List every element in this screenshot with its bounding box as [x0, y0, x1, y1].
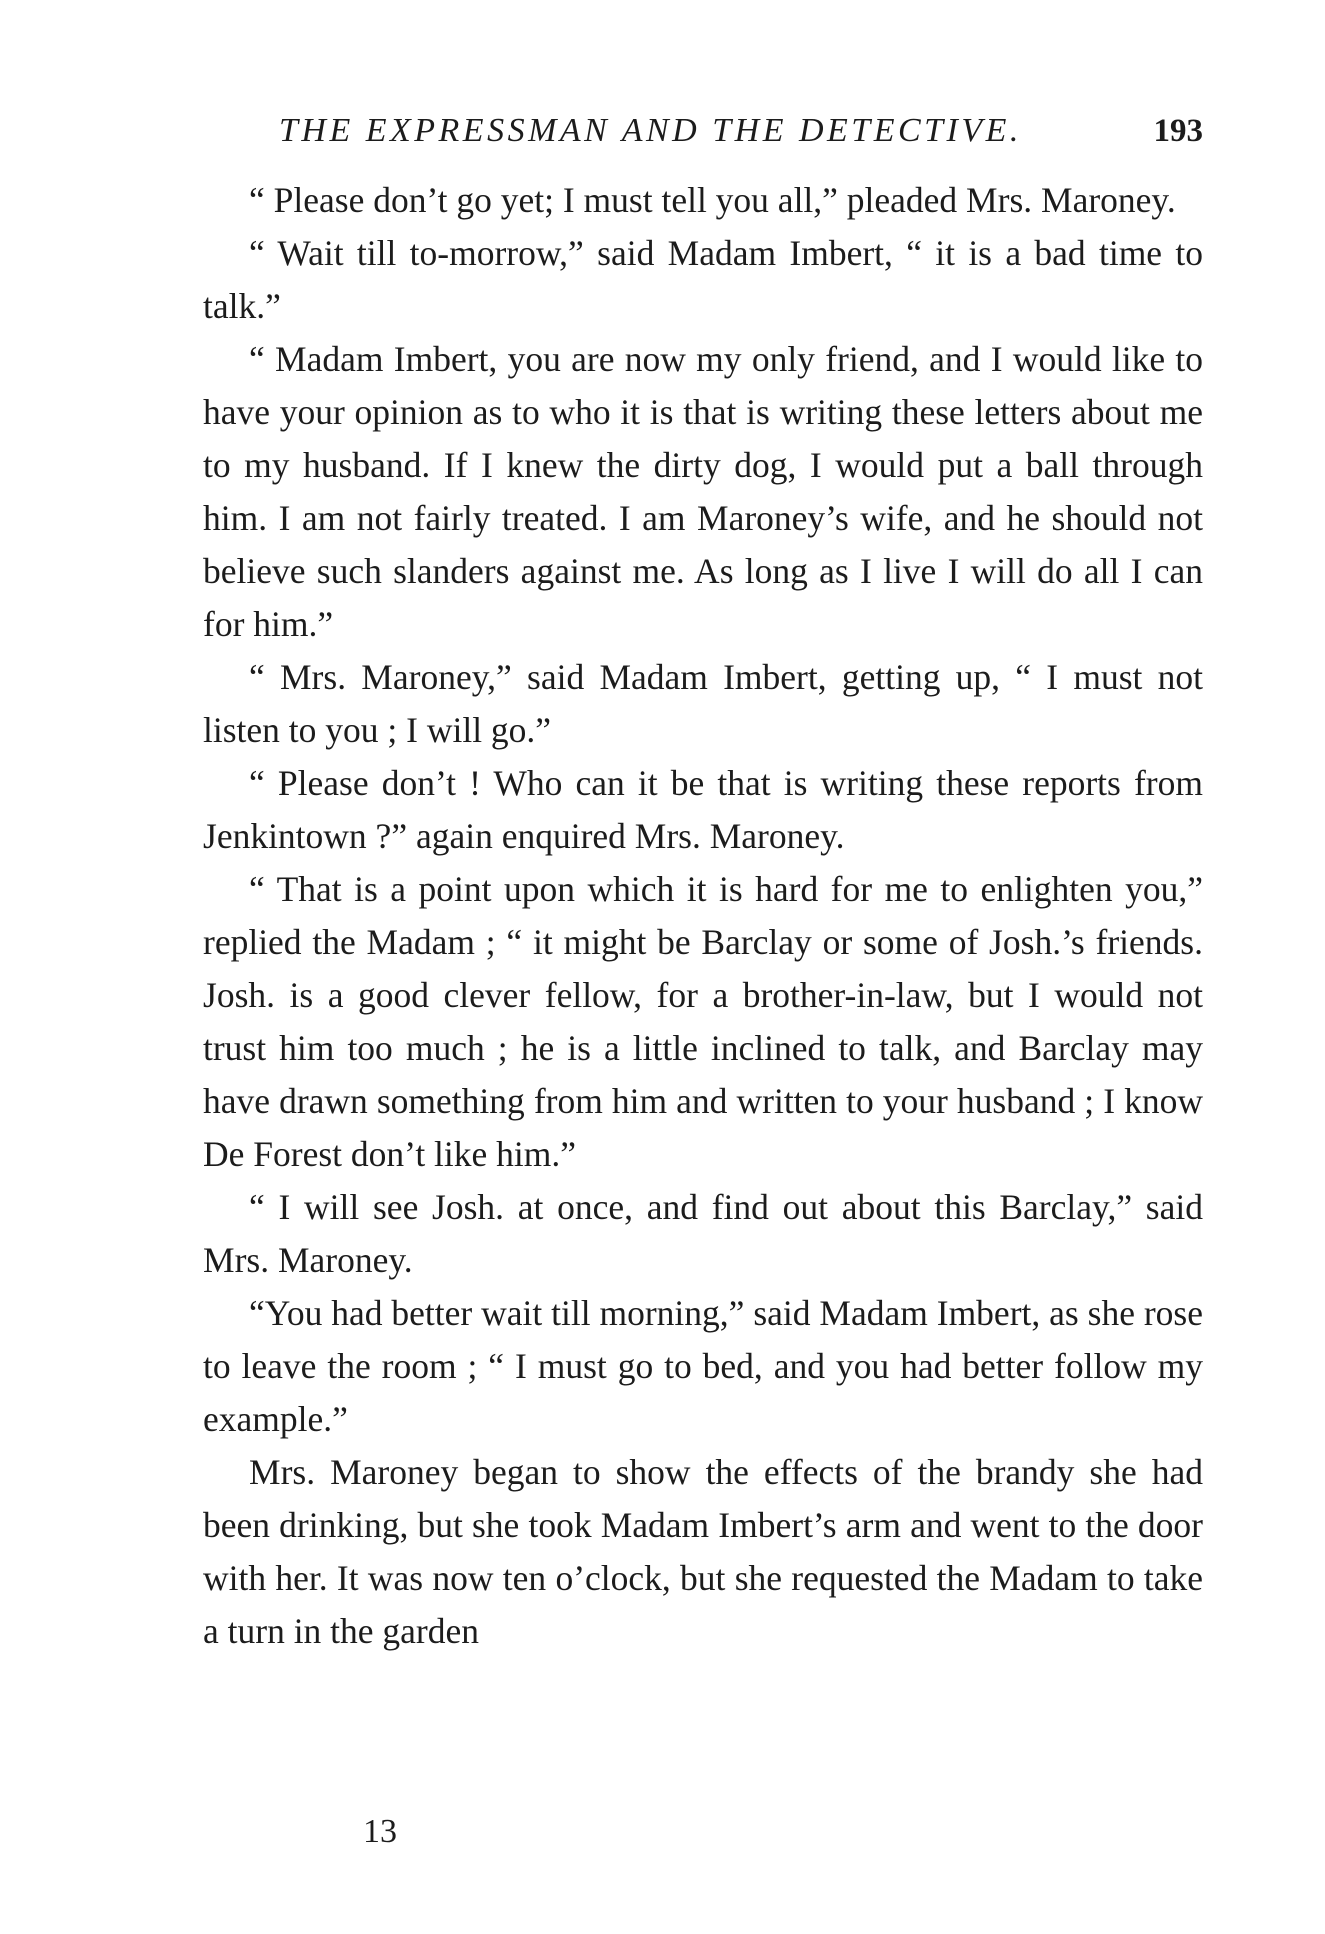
- book-page: [203, 100, 1203, 1658]
- paragraph: “ Please don’t ! Who can it be that is writing these reports from Jenkintown ?” again enquired Mrs. Maroney.: [203, 763, 1203, 856]
- signature-mark: 13: [363, 1813, 397, 1850]
- paragraph: “ I will see Josh. at once, and find out about this Barclay,” said Mrs. Maroney.: [203, 1187, 1203, 1280]
- paragraph: “ Wait till to-morrow,” said Madam Imbert, “ it is a bad time to talk.”: [203, 233, 1203, 326]
- paragraph: “ That is a point upon which it is hard for me to enlighten you,” replied the Madam ; “ it might be Barclay or some of Josh.’s friends. Josh. is a good clever fellow, for a brother-in-law, but I would not trust him too much ; he is a little inclined to talk, and Barclay may have drawn something from him and written to your husband ; I know De Forest don’t like him.”: [203, 869, 1203, 1174]
- paragraph: “ Please don’t go yet; I must tell you all,” pleaded Mrs. Maroney.: [249, 180, 1176, 220]
- page-number: 193: [1153, 113, 1203, 149]
- paragraph: Mrs. Maroney began to show the effects of the brandy she had been drinking, but she took Madam Imbert’s arm and went to the door with her. It was now ten o’clock, but she requested the Madam to take a turn in the garden: [203, 1452, 1203, 1651]
- running-title: THE EXPRESSMAN AND THE DETECTIVE.: [279, 112, 1022, 149]
- paragraph: “You had better wait till morning,” said Madam Imbert, as she rose to leave the room ; “ I must go to bed, and you had better follow my example.”: [203, 1293, 1203, 1439]
- body-text: [203, 174, 1203, 1658]
- paragraph: “ Madam Imbert, you are now my only friend, and I would like to have your opinion as to who it is that is writing these letters about me to my husband. If I knew the dirty dog, I would put a ball through him. I am not fairly treated. I am Maroney’s wife, and he should not believe such slanders against me. As long as I live I will do all I can for him.”: [203, 339, 1203, 644]
- running-head: [203, 100, 1203, 158]
- paragraph: “ Mrs. Maroney,” said Madam Imbert, getting up, “ I must not listen to you ; I will go.”: [203, 657, 1203, 750]
